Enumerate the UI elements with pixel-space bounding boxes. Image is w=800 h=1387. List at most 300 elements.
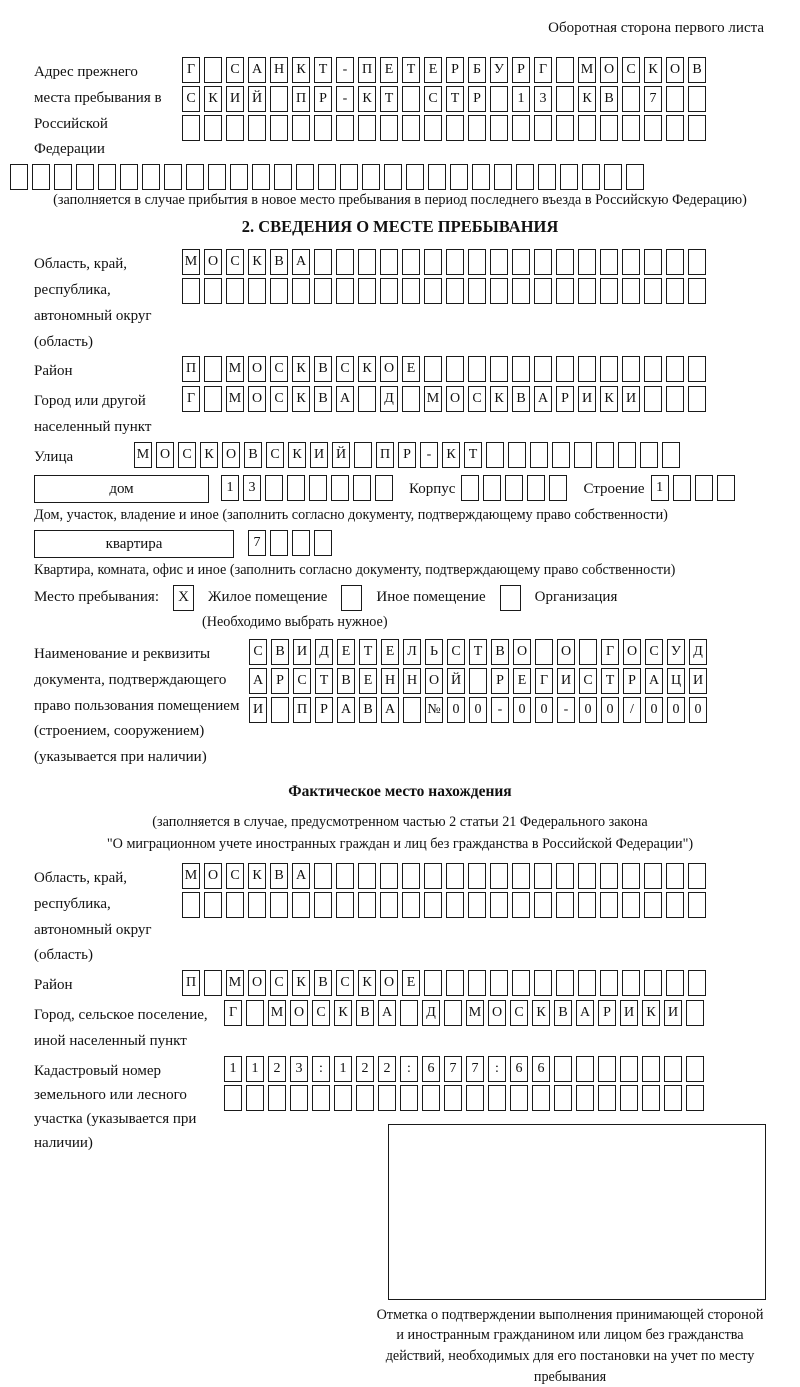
char-box[interactable]: К — [490, 386, 508, 412]
char-box[interactable]: 6 — [510, 1056, 528, 1082]
char-box[interactable] — [358, 278, 376, 304]
char-box[interactable] — [488, 1085, 506, 1111]
char-box[interactable] — [314, 530, 332, 556]
korpus-boxes[interactable] — [461, 475, 571, 501]
char-box[interactable]: Й — [332, 442, 350, 468]
kadastr-row-2[interactable] — [224, 1085, 766, 1111]
oblast-row-1[interactable] — [182, 249, 766, 275]
char-box[interactable] — [626, 164, 644, 190]
char-box[interactable]: Т — [402, 57, 420, 83]
oblast-row-2[interactable] — [182, 278, 766, 304]
char-box[interactable] — [622, 356, 640, 382]
checkbox-other-premises[interactable] — [341, 585, 362, 611]
char-box[interactable]: 0 — [601, 697, 619, 723]
char-box[interactable]: Е — [359, 668, 377, 694]
usage-doc-row-3[interactable] — [249, 697, 766, 723]
char-box[interactable] — [424, 115, 442, 141]
char-box[interactable] — [578, 115, 596, 141]
char-box[interactable]: И — [622, 386, 640, 412]
char-box[interactable] — [270, 892, 288, 918]
char-box[interactable] — [640, 442, 658, 468]
char-box[interactable]: Р — [491, 668, 509, 694]
char-box[interactable]: С — [226, 249, 244, 275]
char-box[interactable] — [642, 1056, 660, 1082]
char-box[interactable] — [444, 1000, 462, 1026]
char-box[interactable]: О — [290, 1000, 308, 1026]
char-box[interactable] — [353, 475, 371, 501]
char-box[interactable] — [556, 970, 574, 996]
char-box[interactable] — [554, 1056, 572, 1082]
char-box[interactable]: Р — [623, 668, 641, 694]
char-box[interactable]: № — [425, 697, 443, 723]
char-box[interactable] — [598, 1085, 616, 1111]
char-box[interactable]: 1 — [651, 475, 669, 501]
char-box[interactable]: Г — [534, 57, 552, 83]
char-box[interactable]: В — [270, 863, 288, 889]
char-box[interactable] — [32, 164, 50, 190]
char-box[interactable]: В — [356, 1000, 374, 1026]
char-box[interactable]: О — [380, 356, 398, 382]
char-box[interactable] — [604, 164, 622, 190]
char-box[interactable]: С — [178, 442, 196, 468]
char-box[interactable] — [380, 115, 398, 141]
char-box[interactable]: 1 — [334, 1056, 352, 1082]
char-box[interactable] — [444, 1085, 462, 1111]
char-box[interactable]: - — [336, 57, 354, 83]
char-box[interactable] — [424, 892, 442, 918]
char-box[interactable] — [290, 1085, 308, 1111]
char-box[interactable]: А — [292, 863, 310, 889]
char-box[interactable] — [494, 164, 512, 190]
char-box[interactable]: В — [491, 639, 509, 665]
char-box[interactable]: С — [266, 442, 284, 468]
char-box[interactable] — [554, 1085, 572, 1111]
char-box[interactable] — [549, 475, 567, 501]
char-box[interactable]: О — [446, 386, 464, 412]
char-box[interactable]: - — [420, 442, 438, 468]
char-box[interactable] — [358, 863, 376, 889]
char-box[interactable]: С — [249, 639, 267, 665]
char-box[interactable] — [204, 356, 222, 382]
char-box[interactable]: К — [288, 442, 306, 468]
char-box[interactable] — [486, 442, 504, 468]
char-box[interactable]: С — [447, 639, 465, 665]
char-box[interactable]: С — [579, 668, 597, 694]
char-box[interactable] — [406, 164, 424, 190]
char-box[interactable]: М — [226, 970, 244, 996]
char-box[interactable] — [403, 697, 421, 723]
char-box[interactable] — [246, 1000, 264, 1026]
char-box[interactable] — [644, 386, 662, 412]
char-box[interactable] — [578, 970, 596, 996]
char-box[interactable] — [314, 892, 332, 918]
house-number-boxes[interactable] — [221, 475, 397, 501]
char-box[interactable] — [424, 249, 442, 275]
char-box[interactable] — [248, 278, 266, 304]
char-box[interactable]: Й — [248, 86, 266, 112]
char-box[interactable] — [226, 115, 244, 141]
char-box[interactable] — [664, 1085, 682, 1111]
char-box[interactable] — [314, 115, 332, 141]
char-box[interactable]: Д — [380, 386, 398, 412]
char-box[interactable]: О — [623, 639, 641, 665]
char-box[interactable]: О — [513, 639, 531, 665]
char-box[interactable] — [538, 164, 556, 190]
char-box[interactable] — [556, 892, 574, 918]
char-box[interactable] — [402, 86, 420, 112]
char-box[interactable]: 0 — [469, 697, 487, 723]
char-box[interactable] — [380, 278, 398, 304]
char-box[interactable] — [292, 115, 310, 141]
char-box[interactable] — [402, 863, 420, 889]
char-box[interactable] — [644, 970, 662, 996]
char-box[interactable] — [622, 970, 640, 996]
char-box[interactable] — [318, 164, 336, 190]
char-box[interactable]: К — [292, 57, 310, 83]
char-box[interactable]: Т — [359, 639, 377, 665]
char-box[interactable]: Р — [598, 1000, 616, 1026]
char-box[interactable] — [354, 442, 372, 468]
char-box[interactable] — [666, 249, 684, 275]
char-box[interactable]: Л — [403, 639, 421, 665]
char-box[interactable]: К — [292, 386, 310, 412]
char-box[interactable]: Н — [381, 668, 399, 694]
char-box[interactable]: В — [688, 57, 706, 83]
char-box[interactable]: В — [600, 86, 618, 112]
char-box[interactable]: С — [270, 386, 288, 412]
char-box[interactable]: О — [248, 970, 266, 996]
char-box[interactable] — [579, 639, 597, 665]
char-box[interactable]: Р — [468, 86, 486, 112]
char-box[interactable]: К — [600, 386, 618, 412]
char-box[interactable] — [331, 475, 349, 501]
char-box[interactable] — [686, 1056, 704, 1082]
char-box[interactable]: С — [336, 970, 354, 996]
char-box[interactable] — [688, 249, 706, 275]
char-box[interactable]: Е — [424, 57, 442, 83]
char-box[interactable]: Н — [270, 57, 288, 83]
char-box[interactable] — [512, 863, 530, 889]
char-box[interactable] — [424, 278, 442, 304]
char-box[interactable]: / — [623, 697, 641, 723]
char-box[interactable]: 1 — [224, 1056, 242, 1082]
char-box[interactable]: С — [270, 970, 288, 996]
char-box[interactable] — [380, 249, 398, 275]
char-box[interactable] — [576, 1085, 594, 1111]
char-box[interactable]: С — [468, 386, 486, 412]
char-box[interactable]: П — [358, 57, 376, 83]
char-box[interactable]: В — [271, 639, 289, 665]
prev-address-row-2[interactable] — [182, 86, 766, 112]
char-box[interactable]: А — [249, 668, 267, 694]
char-box[interactable] — [402, 278, 420, 304]
char-box[interactable]: О — [425, 668, 443, 694]
char-box[interactable] — [512, 970, 530, 996]
char-box[interactable]: Р — [271, 668, 289, 694]
char-box[interactable]: Г — [601, 639, 619, 665]
char-box[interactable] — [358, 386, 376, 412]
char-box[interactable] — [248, 892, 266, 918]
char-box[interactable] — [600, 892, 618, 918]
char-box[interactable] — [226, 892, 244, 918]
char-box[interactable] — [472, 164, 490, 190]
char-box[interactable] — [422, 1085, 440, 1111]
char-box[interactable] — [468, 863, 486, 889]
char-box[interactable] — [535, 639, 553, 665]
char-box[interactable]: О — [204, 249, 222, 275]
char-box[interactable] — [468, 278, 486, 304]
char-box[interactable] — [446, 892, 464, 918]
char-box[interactable] — [666, 863, 684, 889]
char-box[interactable] — [204, 892, 222, 918]
char-box[interactable]: Е — [380, 57, 398, 83]
char-box[interactable] — [182, 892, 200, 918]
char-box[interactable] — [688, 386, 706, 412]
apartment-boxes[interactable] — [248, 530, 336, 556]
char-box[interactable] — [164, 164, 182, 190]
char-box[interactable]: 0 — [645, 697, 663, 723]
char-box[interactable]: М — [182, 863, 200, 889]
char-box[interactable]: П — [376, 442, 394, 468]
char-box[interactable] — [666, 86, 684, 112]
char-box[interactable] — [666, 115, 684, 141]
char-box[interactable]: С — [226, 863, 244, 889]
char-box[interactable] — [268, 1085, 286, 1111]
char-box[interactable] — [402, 115, 420, 141]
char-box[interactable] — [362, 164, 380, 190]
char-box[interactable]: П — [292, 86, 310, 112]
char-box[interactable] — [600, 278, 618, 304]
char-box[interactable]: В — [337, 668, 355, 694]
char-box[interactable] — [483, 475, 501, 501]
char-box[interactable]: 1 — [512, 86, 530, 112]
char-box[interactable] — [468, 249, 486, 275]
ulitsa-row[interactable] — [134, 442, 766, 468]
char-box[interactable] — [424, 863, 442, 889]
char-box[interactable] — [717, 475, 735, 501]
char-box[interactable] — [532, 1085, 550, 1111]
char-box[interactable]: Б — [468, 57, 486, 83]
char-box[interactable] — [556, 356, 574, 382]
fact-oblast-row-1[interactable] — [182, 863, 766, 889]
char-box[interactable]: А — [337, 697, 355, 723]
char-box[interactable]: С — [226, 57, 244, 83]
char-box[interactable] — [556, 249, 574, 275]
char-box[interactable]: Р — [556, 386, 574, 412]
char-box[interactable] — [673, 475, 691, 501]
char-box[interactable] — [534, 278, 552, 304]
char-box[interactable] — [688, 278, 706, 304]
char-box[interactable] — [292, 892, 310, 918]
char-box[interactable] — [534, 115, 552, 141]
char-box[interactable] — [695, 475, 713, 501]
char-box[interactable] — [446, 115, 464, 141]
char-box[interactable]: П — [293, 697, 311, 723]
char-box[interactable] — [274, 164, 292, 190]
char-box[interactable]: 7 — [248, 530, 266, 556]
char-box[interactable]: К — [358, 970, 376, 996]
char-box[interactable] — [508, 442, 526, 468]
char-box[interactable]: П — [182, 970, 200, 996]
char-box[interactable] — [664, 1056, 682, 1082]
char-box[interactable] — [450, 164, 468, 190]
char-box[interactable]: П — [182, 356, 200, 382]
kadastr-row-1[interactable] — [224, 1056, 766, 1082]
char-box[interactable]: И — [310, 442, 328, 468]
char-box[interactable] — [446, 249, 464, 275]
char-box[interactable]: Т — [464, 442, 482, 468]
char-box[interactable] — [182, 278, 200, 304]
char-box[interactable]: 0 — [579, 697, 597, 723]
char-box[interactable] — [510, 1085, 528, 1111]
char-box[interactable]: Т — [446, 86, 464, 112]
char-box[interactable] — [375, 475, 393, 501]
char-box[interactable]: И — [226, 86, 244, 112]
char-box[interactable] — [314, 249, 332, 275]
char-box[interactable] — [688, 356, 706, 382]
char-box[interactable]: 3 — [290, 1056, 308, 1082]
char-box[interactable]: 0 — [689, 697, 707, 723]
char-box[interactable] — [644, 863, 662, 889]
char-box[interactable] — [468, 970, 486, 996]
char-box[interactable]: О — [600, 57, 618, 83]
char-box[interactable] — [468, 356, 486, 382]
char-box[interactable]: В — [512, 386, 530, 412]
char-box[interactable] — [469, 668, 487, 694]
char-box[interactable] — [556, 863, 574, 889]
char-box[interactable]: 0 — [667, 697, 685, 723]
char-box[interactable] — [688, 892, 706, 918]
char-box[interactable]: Р — [398, 442, 416, 468]
char-box[interactable] — [527, 475, 545, 501]
char-box[interactable] — [252, 164, 270, 190]
char-box[interactable] — [516, 164, 534, 190]
char-box[interactable] — [600, 249, 618, 275]
char-box[interactable] — [142, 164, 160, 190]
char-box[interactable] — [688, 115, 706, 141]
char-box[interactable]: О — [156, 442, 174, 468]
char-box[interactable]: Т — [314, 57, 332, 83]
char-box[interactable] — [666, 356, 684, 382]
house-type-box[interactable]: дом — [34, 475, 209, 503]
char-box[interactable] — [292, 530, 310, 556]
char-box[interactable]: К — [334, 1000, 352, 1026]
char-box[interactable] — [530, 442, 548, 468]
char-box[interactable] — [644, 892, 662, 918]
char-box[interactable] — [512, 356, 530, 382]
char-box[interactable] — [336, 115, 354, 141]
char-box[interactable]: А — [534, 386, 552, 412]
char-box[interactable]: О — [557, 639, 575, 665]
char-box[interactable] — [384, 164, 402, 190]
char-box[interactable]: В — [314, 386, 332, 412]
char-box[interactable] — [380, 892, 398, 918]
char-box[interactable] — [688, 970, 706, 996]
char-box[interactable]: 2 — [356, 1056, 374, 1082]
char-box[interactable]: О — [204, 863, 222, 889]
char-box[interactable]: О — [222, 442, 240, 468]
char-box[interactable] — [618, 442, 636, 468]
char-box[interactable] — [230, 164, 248, 190]
char-box[interactable] — [358, 892, 376, 918]
char-box[interactable]: И — [293, 639, 311, 665]
char-box[interactable]: Р — [446, 57, 464, 83]
char-box[interactable] — [644, 356, 662, 382]
char-box[interactable] — [400, 1085, 418, 1111]
char-box[interactable]: У — [490, 57, 508, 83]
char-box[interactable]: К — [292, 356, 310, 382]
prev-address-row-1[interactable] — [182, 57, 766, 83]
gorod-row[interactable] — [182, 386, 766, 412]
char-box[interactable]: 0 — [535, 697, 553, 723]
char-box[interactable]: - — [336, 86, 354, 112]
char-box[interactable]: В — [244, 442, 262, 468]
char-box[interactable] — [534, 356, 552, 382]
char-box[interactable] — [686, 1085, 704, 1111]
char-box[interactable]: А — [336, 386, 354, 412]
char-box[interactable] — [265, 475, 283, 501]
char-box[interactable] — [358, 115, 376, 141]
char-box[interactable] — [334, 1085, 352, 1111]
char-box[interactable]: В — [314, 970, 332, 996]
char-box[interactable] — [512, 892, 530, 918]
char-box[interactable] — [204, 386, 222, 412]
char-box[interactable] — [204, 57, 222, 83]
char-box[interactable]: О — [380, 970, 398, 996]
char-box[interactable] — [534, 970, 552, 996]
char-box[interactable] — [424, 356, 442, 382]
char-box[interactable]: Й — [447, 668, 465, 694]
char-box[interactable] — [446, 970, 464, 996]
char-box[interactable] — [490, 970, 508, 996]
char-box[interactable] — [358, 249, 376, 275]
char-box[interactable] — [662, 442, 680, 468]
char-box[interactable] — [666, 386, 684, 412]
char-box[interactable] — [578, 249, 596, 275]
char-box[interactable] — [578, 863, 596, 889]
char-box[interactable]: А — [381, 697, 399, 723]
char-box[interactable] — [424, 970, 442, 996]
char-box[interactable] — [120, 164, 138, 190]
char-box[interactable]: И — [689, 668, 707, 694]
char-box[interactable]: К — [292, 970, 310, 996]
char-box[interactable] — [312, 1085, 330, 1111]
char-box[interactable]: К — [578, 86, 596, 112]
char-box[interactable]: В — [314, 356, 332, 382]
char-box[interactable] — [688, 86, 706, 112]
char-box[interactable] — [292, 278, 310, 304]
char-box[interactable]: 1 — [221, 475, 239, 501]
char-box[interactable]: А — [378, 1000, 396, 1026]
char-box[interactable]: 6 — [532, 1056, 550, 1082]
char-box[interactable] — [466, 1085, 484, 1111]
char-box[interactable] — [600, 863, 618, 889]
stroenie-boxes[interactable] — [651, 475, 739, 501]
char-box[interactable]: Т — [315, 668, 333, 694]
char-box[interactable] — [270, 86, 288, 112]
char-box[interactable]: Д — [422, 1000, 440, 1026]
char-box[interactable] — [204, 115, 222, 141]
char-box[interactable]: Е — [381, 639, 399, 665]
char-box[interactable]: К — [358, 356, 376, 382]
char-box[interactable] — [578, 356, 596, 382]
char-box[interactable] — [224, 1085, 242, 1111]
char-box[interactable]: Е — [337, 639, 355, 665]
char-box[interactable]: 3 — [534, 86, 552, 112]
char-box[interactable]: 1 — [246, 1056, 264, 1082]
char-box[interactable] — [400, 1000, 418, 1026]
char-box[interactable]: И — [249, 697, 267, 723]
